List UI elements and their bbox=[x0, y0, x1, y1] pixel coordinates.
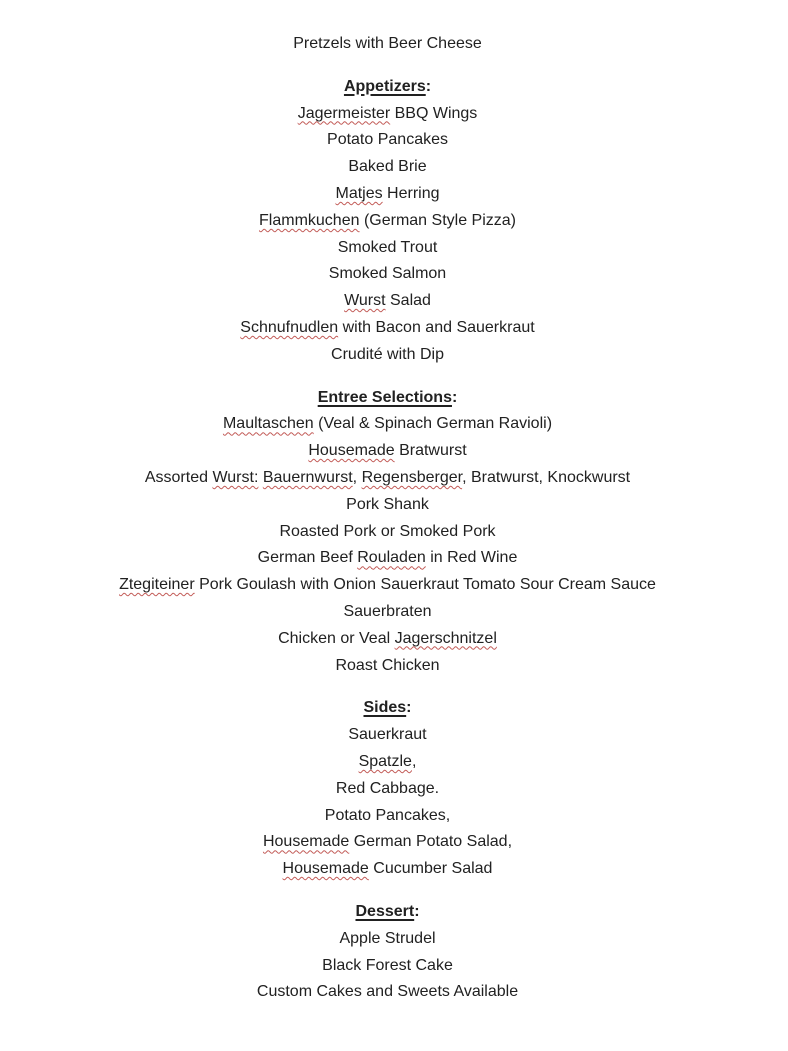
menu-item bbox=[0, 181, 775, 208]
misspelled-word: Housemade bbox=[282, 860, 369, 878]
menu-item bbox=[0, 776, 775, 803]
menu-item bbox=[0, 829, 775, 856]
menu-item-text: Roast Chicken bbox=[335, 656, 440, 674]
menu-item bbox=[0, 127, 775, 154]
menu-item-text: Smoked Salmon bbox=[328, 265, 447, 283]
menu-item bbox=[0, 315, 775, 342]
menu-item bbox=[0, 519, 775, 546]
menu-item bbox=[0, 101, 775, 128]
menu-item-text: German Beef bbox=[257, 549, 358, 567]
menu-item bbox=[0, 803, 775, 830]
section-heading-sides bbox=[0, 695, 775, 722]
menu-item bbox=[0, 953, 775, 980]
menu-item bbox=[0, 749, 775, 776]
menu-item bbox=[0, 856, 775, 883]
menu-item-text: Assorted bbox=[144, 468, 213, 486]
menu-item-text: Sauerkraut bbox=[348, 726, 427, 744]
section-title-suffix: : bbox=[414, 902, 420, 920]
menu-item-text: , bbox=[411, 752, 417, 770]
menu-item-text: German Potato Salad, bbox=[349, 833, 513, 851]
menu-item bbox=[0, 438, 775, 465]
menu-item-text: (Veal & Spinach German Ravioli) bbox=[313, 415, 553, 433]
menu-item-text: , bbox=[352, 468, 362, 486]
menu-item-text: Cucumber Salad bbox=[368, 860, 493, 878]
menu-item-text: Potato Pancakes bbox=[327, 131, 448, 149]
misspelled-word: Spatzle bbox=[358, 752, 412, 770]
menu-item-text: Sauerbraten bbox=[343, 602, 432, 620]
section-title-suffix: : bbox=[451, 388, 458, 406]
menu-item-text: Roasted Pork or Smoked Pork bbox=[279, 522, 496, 540]
section-title-suffix: : bbox=[425, 77, 432, 95]
misspelled-word: Housemade bbox=[308, 442, 395, 460]
misspelled-word: Housemade bbox=[262, 833, 350, 851]
menu-item-text: Apple Strudel bbox=[339, 929, 436, 947]
menu-item-text: Custom Cakes and Sweets Available bbox=[256, 983, 519, 1001]
menu-item-text: , Bratwurst, Knockwurst bbox=[462, 468, 631, 486]
menu-item-text: Herring bbox=[382, 184, 440, 202]
menu-line-intro: Pretzels with Beer Cheese bbox=[293, 35, 482, 52]
misspelled-word: Ztegiteiner bbox=[119, 576, 195, 594]
misspelled-word: Maultaschen bbox=[222, 415, 314, 433]
menu-item-text: Pork Shank bbox=[346, 495, 429, 513]
menu-item-text: Black Forest Cake bbox=[322, 956, 453, 974]
menu-item bbox=[0, 261, 775, 288]
misspelled-word: Rouladen bbox=[357, 549, 426, 567]
menu-item bbox=[0, 545, 775, 572]
menu-item bbox=[0, 208, 775, 235]
misspelled-word: Matjes bbox=[335, 184, 383, 202]
menu-item-text: Red Cabbage. bbox=[335, 779, 440, 797]
menu-item bbox=[0, 288, 775, 315]
misspelled-word: Wurst bbox=[344, 292, 386, 310]
menu-sections bbox=[0, 74, 775, 1006]
menu-item bbox=[0, 599, 775, 626]
misspelled-word: Schnufnudlen bbox=[240, 318, 339, 336]
menu-item-text: Bratwurst bbox=[394, 442, 467, 460]
menu-item bbox=[0, 572, 775, 599]
misspelled-word: Bauernwurst bbox=[262, 468, 353, 486]
menu-item bbox=[0, 154, 775, 181]
menu-item-text: in Red Wine bbox=[425, 549, 518, 567]
menu-item-text: BBQ Wings bbox=[390, 104, 478, 122]
menu-item bbox=[0, 235, 775, 262]
menu-item bbox=[0, 492, 775, 519]
misspelled-word: Flammkuchen bbox=[259, 211, 360, 229]
menu-item-text: Crudité with Dip bbox=[331, 345, 444, 363]
section-heading-dessert bbox=[0, 899, 775, 926]
menu-item bbox=[0, 626, 775, 653]
menu-item bbox=[0, 979, 775, 1006]
menu-item-text: Chicken or Veal bbox=[278, 629, 395, 647]
menu-item-text: Pork Goulash with Onion Sauerkraut Tomato Sour Cream Sauce bbox=[194, 576, 656, 594]
menu-item bbox=[0, 653, 775, 680]
misspelled-word: Jagermeister bbox=[297, 104, 391, 122]
misspelled-word: Jagerschnitzel bbox=[394, 629, 497, 647]
section-title: Sides bbox=[363, 699, 407, 717]
section-title-suffix: : bbox=[406, 699, 412, 717]
misspelled-word: Wurst: bbox=[212, 468, 259, 486]
menu-item-text: (German Style Pizza) bbox=[359, 211, 516, 229]
menu-item bbox=[0, 411, 775, 438]
menu-item-text: Salad bbox=[385, 292, 431, 310]
menu-item-text: Potato Pancakes, bbox=[324, 806, 451, 824]
section-title: Entree Selections bbox=[317, 388, 452, 406]
menu-item bbox=[0, 722, 775, 749]
section-heading-appetizers bbox=[0, 74, 775, 101]
menu-item-text: Baked Brie bbox=[348, 158, 427, 176]
misspelled-word: Regensberger bbox=[361, 468, 463, 486]
menu-item bbox=[0, 926, 775, 953]
section-title: Appetizers bbox=[343, 77, 426, 95]
menu-item-text: with Bacon and Sauerkraut bbox=[338, 318, 535, 336]
menu-item-text: Smoked Trout bbox=[337, 238, 438, 256]
section-title: Dessert bbox=[355, 902, 415, 920]
section-heading-entree-selections bbox=[0, 385, 775, 412]
menu-item bbox=[0, 342, 775, 369]
menu-item bbox=[0, 465, 775, 492]
